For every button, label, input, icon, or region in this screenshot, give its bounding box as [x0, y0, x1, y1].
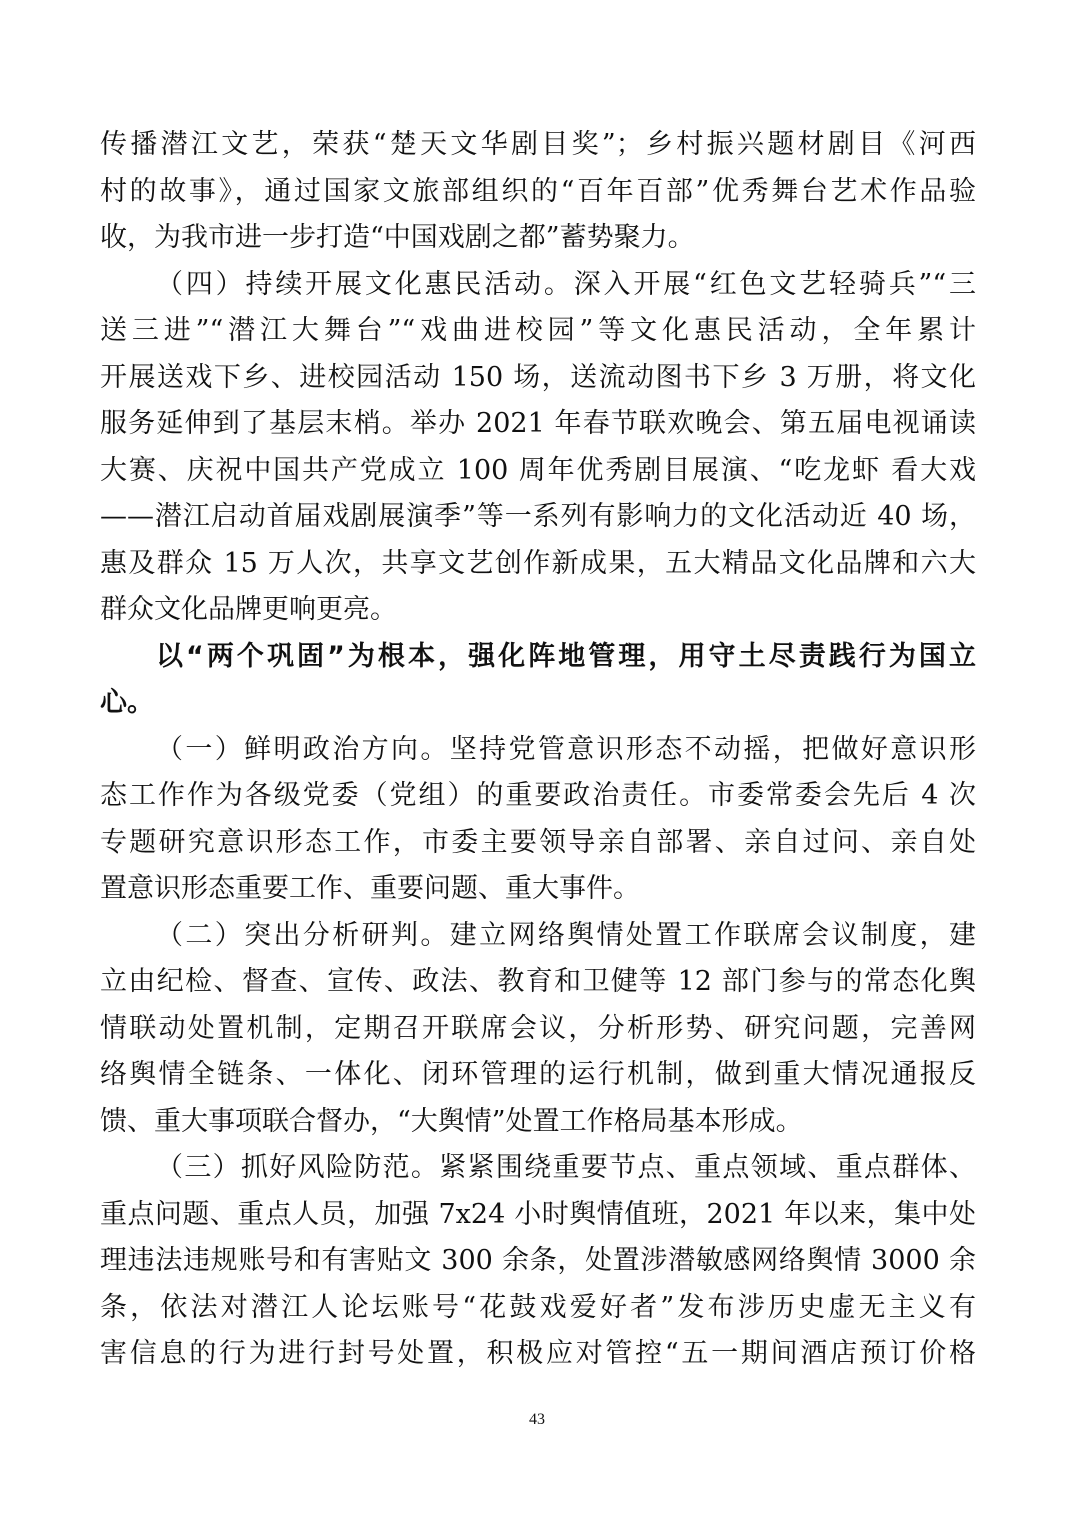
- body-line: [0, 1285, 1074, 1331]
- line-text: 大赛、庆祝中国共产党成立 100 周年优秀剧目展演、“吃龙虾 看大戏: [100, 454, 976, 486]
- line-text: （三）抓好风险防范。紧紧围绕重要节点、重点领域、重点群体、: [156, 1152, 976, 1183]
- line-text: 收，为我市进一步打造“中国戏剧之都”蓄势聚力。: [100, 222, 695, 253]
- body-line: [0, 1052, 1074, 1098]
- body-line: [0, 866, 1074, 912]
- line-text: 条，依法对潜江人论坛账号“花鼓戏爱好者”发布涉历史虚无主义有: [100, 1291, 976, 1323]
- line-text: 理违法违规账号和有害贴文 300 余条，处置涉潜敏感网络舆情 3000 余: [100, 1245, 976, 1276]
- body-line: [0, 1192, 1074, 1238]
- paragraph-heading-line: [0, 727, 1074, 773]
- line-text: 情联动处置机制，定期召开联席会议，分析形势、研究问题，完善网: [100, 1012, 976, 1044]
- body-line: [0, 355, 1074, 401]
- paragraph-heading-line: [0, 913, 1074, 959]
- body-line: [0, 448, 1074, 494]
- body-line: [0, 215, 1074, 261]
- section-heading: 心。: [100, 687, 154, 718]
- line-text: （二）突出分析研判。建立网络舆情处置工作联席会议制度，建: [156, 919, 976, 951]
- line-text: 立由纪检、督查、宣传、政法、教育和卫健等 12 部门参与的常态化舆: [100, 966, 976, 997]
- section-heading-line: [0, 634, 1074, 680]
- body-line: [0, 401, 1074, 447]
- section-heading-line: [0, 680, 1074, 726]
- line-text: 服务延伸到了基层末梢。举办 2021 年春节联欢晚会、第五届电视诵读: [100, 408, 976, 439]
- line-text: 重点问题、重点人员，加强 7x24 小时舆情值班，2021 年以来，集中处: [100, 1198, 976, 1230]
- line-text: 置意识形态重要工作、重要问题、重大事件。: [100, 873, 640, 904]
- body-line: [0, 1331, 1074, 1377]
- paragraph-heading-line: [0, 262, 1074, 308]
- line-text: 村的故事》，通过国家文旅部组织的“百年百部”优秀舞台艺术作品验: [100, 175, 976, 207]
- body-line: [0, 959, 1074, 1005]
- page-number: 43: [529, 1411, 545, 1428]
- section-heading: 以“两个巩固”为根本，强化阵地管理，用守土尽责践行为国立: [156, 640, 976, 672]
- body-line: [0, 820, 1074, 866]
- line-text: （一）鲜明政治方向。坚持党管意识形态不动摇，把做好意识形: [156, 733, 976, 765]
- line-text: 群众文化品牌更响更亮。: [100, 594, 397, 625]
- line-text: 络舆情全链条、一体化、闭环管理的运行机制，做到重大情况通报反: [100, 1059, 976, 1090]
- line-text: 惠及群众 15 万人次，共享文艺创作新成果，五大精品文化品牌和六大: [100, 547, 976, 579]
- body-line: [0, 541, 1074, 587]
- line-text: 态工作作为各级党委（党组）的重要政治责任。市委常委会先后 4 次: [100, 780, 976, 811]
- line-text: 送三进”“潜江大舞台”“戏曲进校园”等文化惠民活动，全年累计: [100, 315, 976, 346]
- body-line: [0, 1099, 1074, 1145]
- body-line: [0, 1238, 1074, 1284]
- line-text: 专题研究意识形态工作，市委主要领导亲自部署、亲自过问、亲自处: [100, 826, 976, 858]
- line-text: （四）持续开展文化惠民活动。深入开展“红色文艺轻骑兵”“三: [156, 268, 976, 300]
- line-text: 馈、重大事项联合督办，“大舆情”处置工作格局基本形成。: [100, 1105, 803, 1137]
- body-line: [0, 122, 1074, 168]
- body-line: [0, 587, 1074, 633]
- line-text: ——潜江启动首届戏剧展演季”等一系列有影响力的文化活动近 40 场，: [100, 501, 976, 532]
- body-line: [0, 494, 1074, 540]
- body-line: [0, 773, 1074, 819]
- line-text: 开展送戏下乡、进校园活动 150 场，送流动图书下乡 3 万册，将文化: [100, 361, 976, 393]
- paragraph-heading-line: [0, 1145, 1074, 1191]
- line-text: 害信息的行为进行封号处置，积极应对管控“五一期间酒店预订价格: [100, 1338, 976, 1369]
- line-text: 传播潜江文艺，荣获“楚天文华剧目奖”；乡村振兴题材剧目《河西: [100, 129, 976, 160]
- body-line: [0, 308, 1074, 354]
- body-line: [0, 169, 1074, 215]
- body-line: [0, 1006, 1074, 1052]
